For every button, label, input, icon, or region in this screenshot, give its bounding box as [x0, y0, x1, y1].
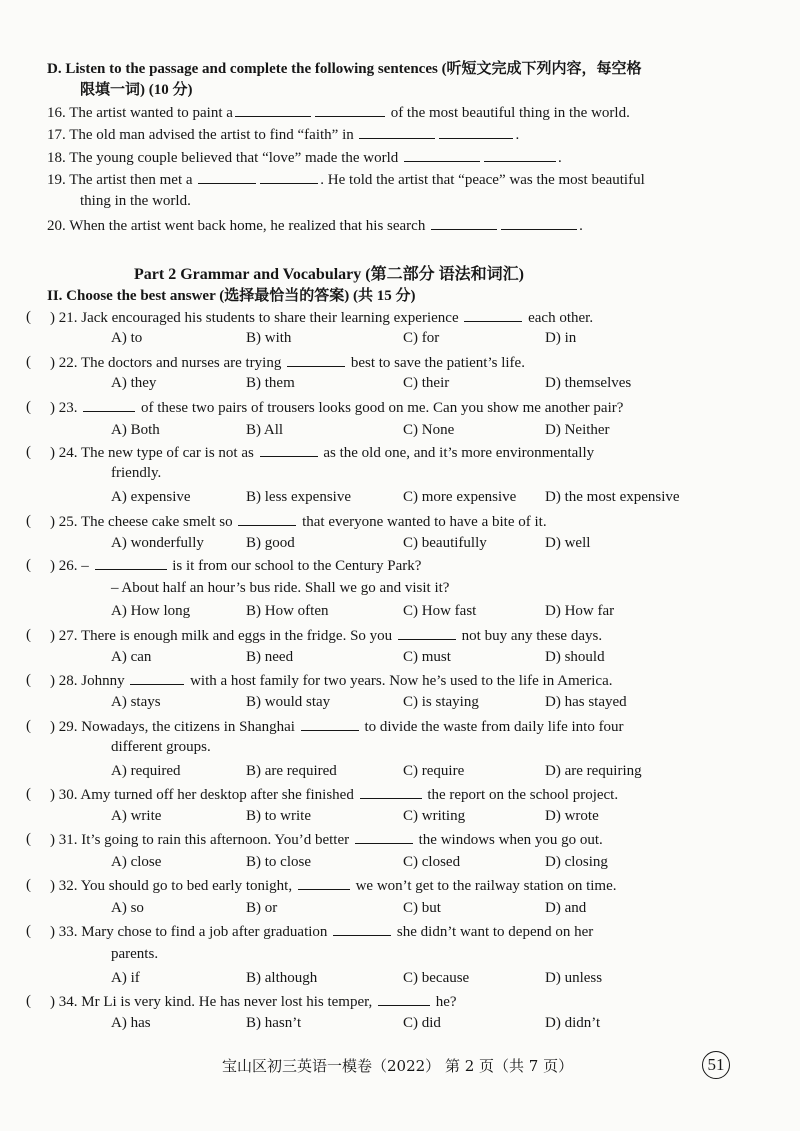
question-text: ) 27. There is enough milk and eggs in the fridge. So you	[50, 628, 393, 644]
question-text: ) 23.	[50, 400, 78, 416]
question-text: ) 24. The new type of car is not as	[50, 445, 254, 461]
answer-blank[interactable]	[95, 557, 167, 570]
option-b[interactable]: B) good	[246, 535, 295, 551]
option-b[interactable]: B) less expensive	[246, 489, 351, 505]
question-text: that everyone wanted to have a bite of it.	[302, 514, 547, 530]
question-text: ) 21. Jack encouraged his students to share their learning experience	[50, 310, 459, 326]
question-text: ) 29. Nowadays, the citizens in Shanghai	[50, 719, 295, 735]
option-b[interactable]: B) them	[246, 375, 295, 391]
answer-blank[interactable]	[378, 993, 430, 1006]
option-a[interactable]: A) has	[111, 1015, 151, 1031]
option-c[interactable]: C) How fast	[403, 603, 477, 619]
question-30	[50, 786, 618, 804]
option-c[interactable]: C) closed	[403, 854, 461, 870]
option-d[interactable]: D) didn’t	[545, 1015, 601, 1031]
section-d-heading-line2: 限填一词) (10 分)	[80, 82, 193, 98]
option-c[interactable]: C) writing	[403, 808, 466, 824]
part2-title: Part 2 Grammar and Vocabulary (第二部分 语法和词汇)	[134, 266, 524, 283]
option-d[interactable]: D) closing	[545, 854, 608, 870]
option-a[interactable]: A) to	[111, 330, 143, 346]
answer-blank[interactable]	[431, 217, 497, 230]
option-a[interactable]: A) How long	[111, 603, 191, 619]
question-text: ) 30. Amy turned off her desktop after she finished	[50, 787, 354, 803]
option-c[interactable]: C) their	[403, 375, 450, 391]
answer-paren[interactable]: (	[26, 399, 31, 415]
question-33	[50, 923, 593, 941]
answer-blank[interactable]	[83, 399, 135, 412]
option-c[interactable]: C) but	[403, 900, 441, 916]
question-text: not buy any these days.	[461, 628, 603, 644]
option-d[interactable]: D) in	[545, 330, 577, 346]
question-23	[50, 399, 623, 417]
option-d[interactable]: D) unless	[545, 970, 603, 986]
question-19: 19. The artist then met a . He told the artist that “peace” was the most beautiful	[47, 172, 645, 188]
question-17: 17. The old man advised the artist to find “faith” in .	[47, 127, 520, 143]
section-ii-heading: II. Choose the best answer (选择最恰当的答案) (共 15 分)	[47, 288, 416, 304]
answer-blank[interactable]	[260, 444, 318, 457]
option-d[interactable]: D) themselves	[545, 375, 632, 391]
answer-blank[interactable]	[287, 354, 345, 367]
answer-paren[interactable]: (	[26, 718, 31, 734]
answer-paren[interactable]: (	[26, 444, 31, 460]
option-a[interactable]: A) required	[111, 763, 181, 779]
answer-blank[interactable]	[398, 627, 456, 640]
option-b[interactable]: B) to write	[246, 808, 311, 824]
option-b[interactable]: B) are required	[246, 763, 337, 779]
question-text: ) 31. It’s going to rain this afternoon. You’d better	[50, 832, 350, 848]
question-continuation: friendly.	[111, 465, 162, 481]
answer-blank[interactable]	[260, 171, 318, 184]
option-c[interactable]: C) beautifully	[403, 535, 487, 551]
option-d[interactable]: D) are requiring	[545, 763, 642, 779]
question-text: to divide the waste from daily life into four	[364, 719, 624, 735]
option-c[interactable]: C) more expensive	[403, 489, 517, 505]
option-d[interactable]: D) wrote	[545, 808, 599, 824]
option-b[interactable]: B) All	[246, 422, 284, 438]
option-d[interactable]: D) Neither	[545, 422, 610, 438]
question-text: of these two pairs of trousers looks good on me. Can you show me another pair?	[141, 400, 624, 416]
option-b[interactable]: B) with	[246, 330, 292, 346]
answer-blank[interactable]	[238, 513, 296, 526]
answer-blank[interactable]	[198, 171, 256, 184]
question-16: 16. The artist wanted to paint a of the most beautiful thing in the world.	[47, 105, 630, 121]
option-c[interactable]: C) must	[403, 649, 451, 665]
option-a[interactable]: A) stays	[111, 694, 161, 710]
section-d-heading-line1: D. Listen to the passage and complete the following sentences (听短文完成下列内容，每空格	[47, 61, 642, 77]
answer-blank[interactable]	[464, 309, 522, 322]
question-text: ) 33. Mary chose to find a job after graduation	[50, 924, 328, 940]
option-b[interactable]: B) need	[246, 649, 294, 665]
option-a[interactable]: A) can	[111, 649, 152, 665]
answer-paren[interactable]: (	[26, 309, 31, 325]
option-c[interactable]: C) None	[403, 422, 455, 438]
option-b[interactable]: B) or	[246, 900, 278, 916]
answer-blank[interactable]	[315, 104, 385, 117]
question-24	[50, 444, 594, 462]
answer-blank[interactable]	[333, 923, 391, 936]
answer-blank[interactable]	[439, 126, 513, 139]
answer-blank[interactable]	[360, 786, 422, 799]
option-b[interactable]: B) hasn’t	[246, 1015, 302, 1031]
answer-paren[interactable]: (	[26, 993, 31, 1009]
option-d[interactable]: D) should	[545, 649, 605, 665]
answer-paren[interactable]: (	[26, 786, 31, 802]
option-a[interactable]: A) they	[111, 375, 157, 391]
question-text: ) 25. The cheese cake smelt so	[50, 514, 233, 530]
answer-blank[interactable]	[501, 217, 577, 230]
option-c[interactable]: C) because	[403, 970, 470, 986]
option-c[interactable]: C) did	[403, 1015, 441, 1031]
option-d[interactable]: D) How far	[545, 603, 615, 619]
option-b[interactable]: B) How often	[246, 603, 329, 619]
answer-blank[interactable]	[359, 126, 435, 139]
answer-paren[interactable]: (	[26, 877, 31, 893]
question-28	[50, 672, 613, 690]
answer-blank[interactable]	[404, 149, 480, 162]
question-text: is it from our school to the Century Park?	[172, 558, 422, 574]
question-text: the windows when you go out.	[418, 832, 603, 848]
answer-paren[interactable]: (	[26, 354, 31, 370]
option-b[interactable]: B) to close	[246, 854, 311, 870]
option-d[interactable]: D) well	[545, 535, 591, 551]
page-footer: 宝山区初三英语一模卷（2022） 第 2 页（共 7 页）	[222, 1057, 574, 1075]
question-21	[50, 309, 593, 327]
option-a[interactable]: A) expensive	[111, 489, 191, 505]
answer-paren[interactable]: (	[26, 627, 31, 643]
option-c[interactable]: C) for	[403, 330, 440, 346]
question-text: she didn’t want to depend on her	[396, 924, 594, 940]
question-text: ) 22. The doctors and nurses are trying	[50, 355, 282, 371]
question-text: ) 34. Mr Li is very kind. He has never lost his temper,	[50, 994, 373, 1010]
question-text: each other.	[528, 310, 594, 326]
question-25	[50, 513, 547, 531]
question-continuation: different groups.	[111, 739, 211, 755]
question-text: ) 32. You should go to bed early tonight,	[50, 878, 293, 894]
question-text: ) 28. Johnny	[50, 673, 125, 689]
answer-paren[interactable]: (	[26, 513, 31, 529]
option-a[interactable]: A) close	[111, 854, 162, 870]
question-continuation: parents.	[111, 946, 159, 962]
question-27	[50, 627, 602, 645]
answer-blank[interactable]	[298, 877, 350, 890]
question-text: ) 26. –	[50, 558, 89, 574]
question-18: 18. The young couple believed that “love” made the world .	[47, 150, 562, 166]
answer-blank[interactable]	[235, 104, 311, 117]
question-20: 20. When the artist went back home, he realized that his search .	[47, 218, 583, 234]
option-a[interactable]: A) write	[111, 808, 162, 824]
answer-blank[interactable]	[484, 149, 556, 162]
question-19-cont: thing in the world.	[80, 193, 191, 209]
question-29	[50, 718, 624, 736]
answer-paren[interactable]: (	[26, 831, 31, 847]
question-22	[50, 354, 525, 372]
question-34	[50, 993, 457, 1011]
question-continuation: – About half an hour’s bus ride. Shall we go and visit it?	[111, 580, 450, 596]
question-text: with a host family for two years. Now he’s used to the life in America.	[190, 673, 613, 689]
option-a[interactable]: A) Both	[111, 422, 160, 438]
question-text: the report on the school project.	[427, 787, 619, 803]
question-text: as the old one, and it’s more environmentally	[323, 445, 595, 461]
answer-paren[interactable]: (	[26, 923, 31, 939]
answer-paren[interactable]: (	[26, 557, 31, 573]
option-a[interactable]: A) so	[111, 900, 144, 916]
option-c[interactable]: C) require	[403, 763, 465, 779]
question-text: we won’t get to the railway station on time.	[355, 878, 617, 894]
page-badge: 51	[702, 1051, 730, 1079]
option-b[interactable]: B) would stay	[246, 694, 331, 710]
option-a[interactable]: A) if	[111, 970, 140, 986]
answer-blank[interactable]	[130, 672, 184, 685]
question-31	[50, 831, 603, 849]
answer-blank[interactable]	[355, 831, 413, 844]
option-b[interactable]: B) although	[246, 970, 318, 986]
answer-blank[interactable]	[301, 718, 359, 731]
question-26	[50, 557, 421, 575]
option-a[interactable]: A) wonderfully	[111, 535, 204, 551]
option-d[interactable]: D) the most expensive	[545, 489, 680, 505]
option-d[interactable]: D) and	[545, 900, 587, 916]
option-d[interactable]: D) has stayed	[545, 694, 627, 710]
answer-paren[interactable]: (	[26, 672, 31, 688]
option-c[interactable]: C) is staying	[403, 694, 479, 710]
question-text: best to save the patient’s life.	[350, 355, 525, 371]
question-text: he?	[435, 994, 457, 1010]
question-32	[50, 877, 617, 895]
